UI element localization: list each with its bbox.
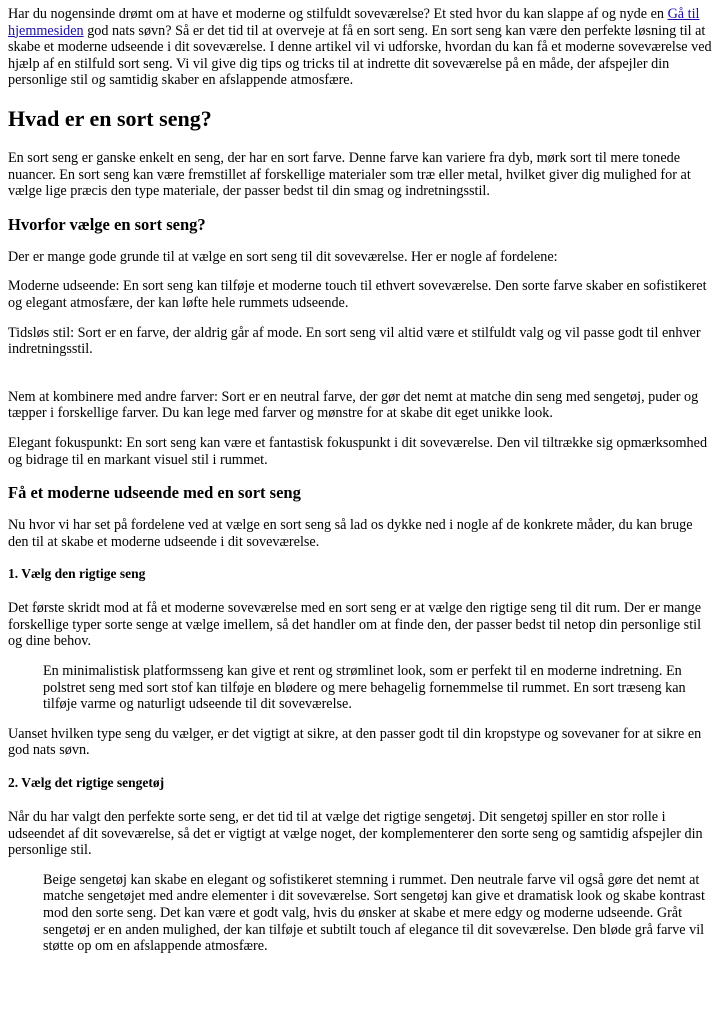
paragraph: Det første skridt mod at få et moderne soveværelse med en sort seng er at vælge den rigtige seng til dit rum. Der er mange forskellige typer sorte senge at vælge imellem, så det handler om at finde den, der passer bedst til netop din personlige stil og dine behov. xyxy=(8,600,702,650)
paragraph: En sort seng er ganske enkelt en seng, der har en sort farve. Denne farve kan variere fra dyb, mørk sort til mere tonede nuancer. En sort seng kan være fremstillet af forskellige materialer som træ eller metal, hvilket giver dig mulighed for at vælge lige præcis den type materiale, der passer bedst til din smag og indretningsstil. xyxy=(8,149,691,200)
heading-modern-look: Få et moderne udseende med en sort seng xyxy=(8,483,301,503)
intro-text-before-link: Har du nogensinde drømt om at have et moderne og stilfuldt soveværelse? Et sted hvor du kan slappe af og nyde en xyxy=(8,6,668,22)
heading-what-is-black-bed: Hvad er en sort seng? xyxy=(8,105,212,131)
intro-text-after-link: god nats søvn? Så er det tid til at overveje at få en sort seng. En sort seng kan være den perfekte løsning til at skabe et moderne udseende i dit soveværelse. I denne artikel vil vi udforske, hvordan du kan få et moderne soveværelse ved hjælp af en stilfuld sort seng. Vi vil give dig tips og tricks til at indrette dit soveværelse på en måde, der afspejler din personlige stil og samtidig skaber en afslappende atmosfære. xyxy=(8,22,712,89)
heading-choose-bed: 1. Vælg den rigtige seng xyxy=(8,566,146,582)
intro-paragraph xyxy=(8,6,712,89)
blockquote: Beige sengetøj kan skabe en elegant og sofistikeret stemning i rummet. Den neutrale farve vil også gøre det nemt at matche sengetøjet med andre elementer i dit soveværelse. Sort sengetøj kan give et dramatisk look og skabe kontrast mod den sorte seng. Det kan være et godt valg, hvis du ønsker at skabe et mere edgy og moderne udseende. Gråt sengetøj er en anden mulighed, der kan tilføje et subtilt touch af elegance til dit soveværelse. Den bløde grå farve vil støtte op om en afslappende atmosfære. xyxy=(43,871,705,955)
paragraph: Uanset hvilken type seng du vælger, er det vigtigt at sikre, at den passer godt til din kropstype og sovevaner for at sikre en god nats søvn. xyxy=(8,725,702,759)
blockquote: En minimalistisk platformsseng kan give et rent og strømlinet look, som er perfekt til en moderne indretning. En polstret seng med sort stof kan tilføje en blødere og mere behagelig fornemmelse til rummet. En sort træseng kan tilføje varme og naturligt udseende til dit soveværelse. xyxy=(43,663,686,713)
paragraph: Nu hvor vi har set på fordelene ved at vælge en sort seng så lad os dykke ned i nogle af de konkrete måder, du kan bruge den til at skabe et moderne udseende i dit soveværelse. xyxy=(8,517,693,550)
heading-choose-bedding: 2. Vælg det rigtige sengetøj xyxy=(8,775,165,791)
heading-why-black-bed: Hvorfor vælge en sort seng? xyxy=(8,214,206,234)
paragraph: Nem at kombinere med andre farver: Sort er en neutral farve, der gør det nemt at matche din seng med sengetøj, puder og tæpper i forskellige farver. Du kan lege med farver og mønstre for at skabe dit eget unikke look. xyxy=(8,388,699,422)
spacer xyxy=(8,371,712,389)
paragraph: Moderne udseende: En sort seng kan tilføje et moderne touch til ethvert soveværelse. Den sorte farve skaber en sofistikeret og elegant atmosfære, der kan løfte hele rummets udseende. xyxy=(8,278,707,311)
paragraph: Når du har valgt den perfekte sorte seng, er det tid til at vælge det rigtige sengetøj. Dit sengetøj spiller en stor rolle i udseendet af dit soveværelse, så det er vigtigt at vælge noget, der komplementerer den sorte seng og samtidig afspejler din personlige stil. xyxy=(8,809,703,859)
paragraph: Der er mange gode grunde til at vælge en sort seng til dit soveværelse. Her er nogle af fordelene: xyxy=(8,248,558,265)
homepage-link[interactable]: Gå til hjemmesiden xyxy=(8,6,700,39)
paragraph: Elegant fokuspunkt: En sort seng kan være et fantastisk fokuspunkt i dit soveværelse. Den vil tiltrække sig opmærksomhed og bidrage til en markant visuel stil i rummet. xyxy=(8,434,708,468)
paragraph: Tidsløs stil: Sort er en farve, der aldrig går af mode. En sort seng vil altid være et stilfuldt valg og vil passe godt til enhver indretningsstil. xyxy=(8,324,701,358)
